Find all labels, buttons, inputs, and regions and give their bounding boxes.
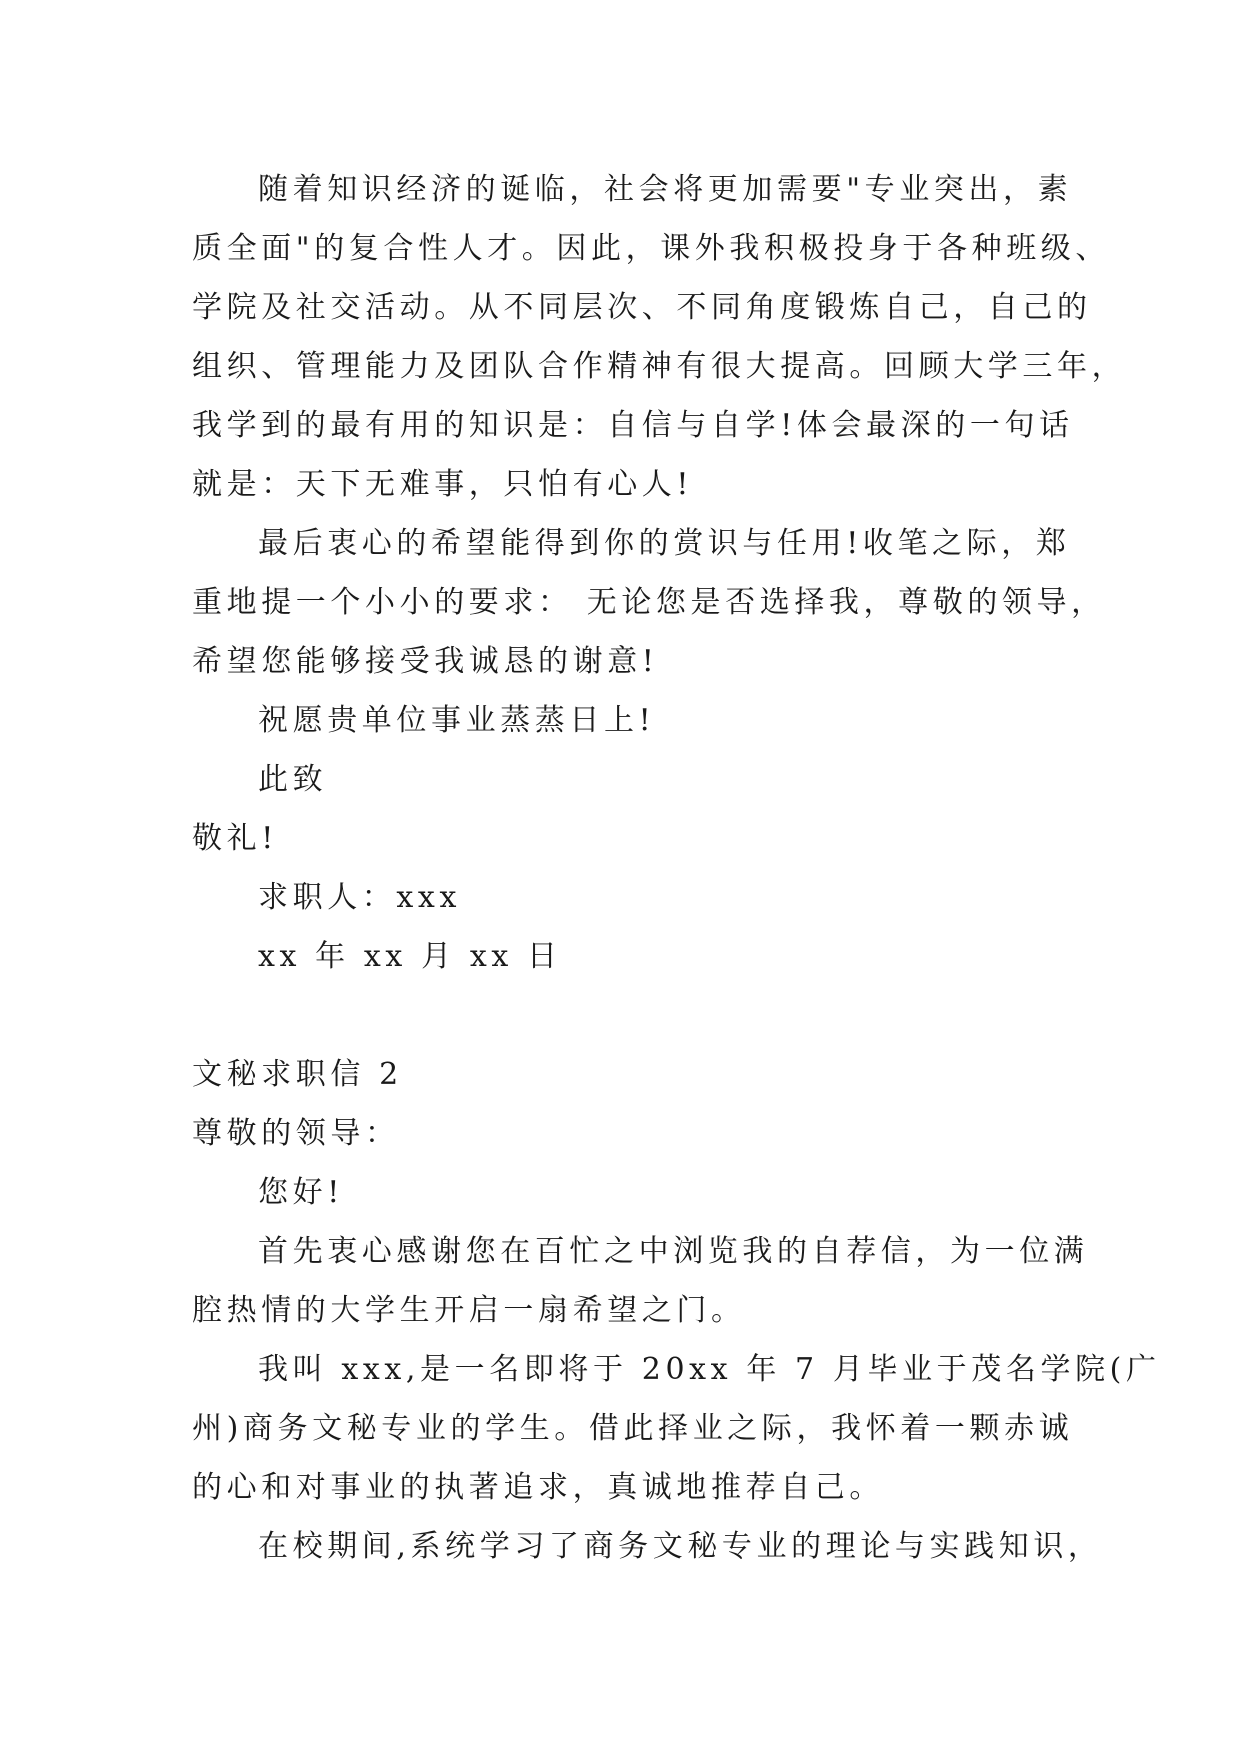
- text-line: 希望您能够接受我诚恳的谢意!: [192, 644, 659, 679]
- text-line: 首先衷心感谢您在百忙之中浏览我的自荐信，为一位满: [258, 1234, 1089, 1269]
- text-line: 我叫 xxx,是一名即将于 20xx 年 7 月毕业于茂名学院(广: [258, 1352, 1161, 1387]
- text-line: 最后衷心的希望能得到你的赏识与任用!收笔之际，郑: [258, 526, 1071, 561]
- text-line: 在校期间,系统学习了商务文秘专业的理论与实践知识，: [258, 1529, 1103, 1564]
- letter-title: 文秘求职信 2: [192, 1057, 403, 1092]
- text-line: 组织、管理能力及团队合作精神有很大提高。回顾大学三年，: [192, 349, 1127, 384]
- paragraph-studies: [192, 1517, 1103, 1576]
- text-line: 州)商务文秘专业的学生。借此择业之际，我怀着一颗赤诚: [192, 1411, 1074, 1446]
- text-line: 质全面"的复合性人才。因此，课外我积极投身于各种班级、: [192, 231, 1110, 266]
- text-line: 随着知识经济的诞临，社会将更加需要"专业突出，素: [258, 172, 1073, 207]
- closing-salute: 敬礼!: [192, 821, 278, 856]
- paragraph-knowledge-economy: [192, 160, 1127, 514]
- signature-line: 求职人：xxx: [258, 880, 461, 915]
- salutation-line: 尊敬的领导：: [192, 1116, 400, 1151]
- closing-line: 此致: [258, 762, 328, 797]
- section-gap: [192, 986, 1052, 1045]
- paragraph-introduction: [192, 1340, 1161, 1517]
- paragraph-thanks: [192, 1222, 1089, 1340]
- date-line: xx 年 xx 月 xx 日: [258, 939, 562, 974]
- paragraph-hope: [192, 514, 1106, 691]
- text-line: 腔热情的大学生开启一扇希望之门。: [192, 1293, 746, 1328]
- greeting-line: 您好!: [258, 1175, 344, 1210]
- text-line: 我学到的最有用的知识是：自信与自学!体会最深的一句话: [192, 408, 1074, 443]
- text-line: 就是：天下无难事，只怕有心人!: [192, 467, 694, 502]
- text-line: 学院及社交活动。从不同层次、不同角度锻炼自己，自己的: [192, 290, 1092, 325]
- text-line: 的心和对事业的执著追求，真诚地推荐自己。: [192, 1470, 884, 1505]
- text-line: 重地提一个小小的要求： 无论您是否选择我，尊敬的领导，: [192, 585, 1106, 620]
- document-body: [192, 160, 1161, 1576]
- wish-line: 祝愿贵单位事业蒸蒸日上!: [258, 703, 656, 738]
